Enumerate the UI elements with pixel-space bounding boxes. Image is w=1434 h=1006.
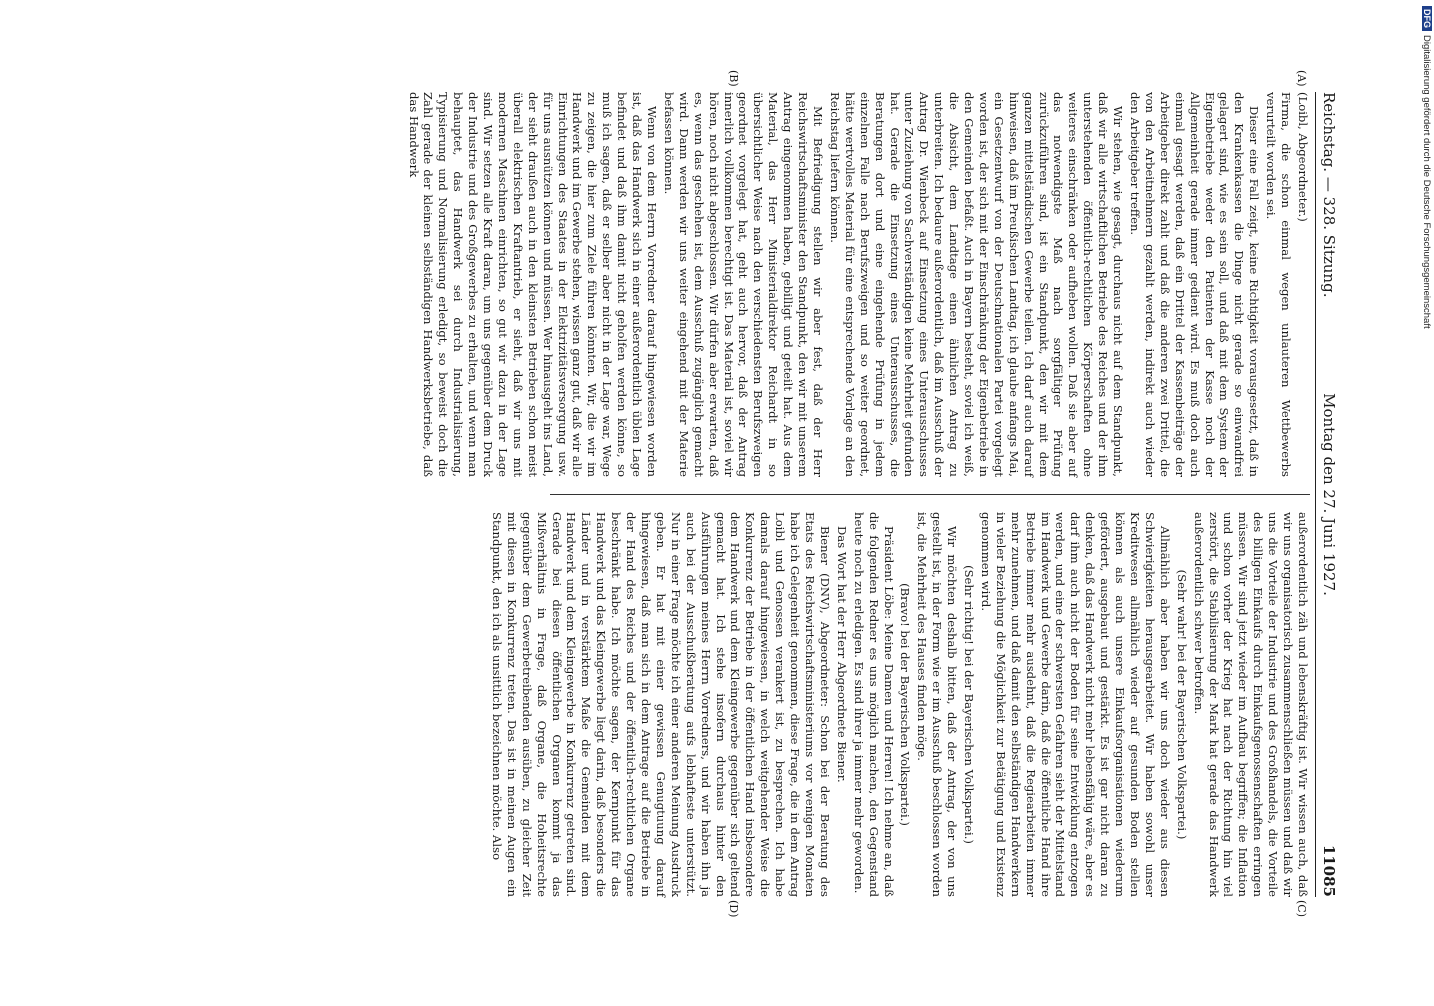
interjection: (Bravo! bei der Bayerischen Volkspartei.) — [898, 583, 913, 826]
header-rule — [1315, 92, 1316, 897]
interjection: (Sehr richtig! bei der Bayerischen Volkspartei.) — [962, 565, 977, 844]
paragraph: Wenn von dem Herrn Vorredner darauf hingewiesen worden ist, daß das Handwerk sich in einer außerordentlich üblen Lage befindet und daß ihm damit nicht geholfen werden könne, so muß ich sagen, daß er selber aber nicht in der Lage war, Wege zu zeigen, die hier zum Ziele führen könnten. Wir, die wir im Handwerk und im Gewerbe stehen, wissen ganz gut, daß wir alle Einrichtungen des Staates in der Elektrizitätsversorgung usw. für uns ausnützen können und müssen. Wer hinausgeht ins Land, der sieht draußen auch in den kleinsten Betrieben schon meist überall elektrischen Kraftantrieb, er sieht, daß wir uns mit modernen Maschinen einrichten, so gut wir dazu in der Lage sind. Wir setzen alle Kraft daran, um uns gegenüber dem Druck der Industrie und des Großgewerbes zu erhalten, und wenn man behauptet, das Handwerk sei durch Industrialisierung, Typisierung und Normalisierung erledigt, so beweist doch die Zahl gerade der kleinen selbständigen Handwerksbetriebe, daß das Handwerk — [406, 92, 660, 477]
document-page — [90, 70, 1340, 918]
marker-d: (D) — [727, 900, 740, 918]
interjection: (Sehr wahr! bei der Bayerischen Volkspartei.) — [1174, 569, 1189, 840]
paragraph: Firma, die schon einmal wegen unlauteren Wettbewerbs verurteilt worden sei. — [1264, 92, 1294, 477]
digitization-sidebar — [1418, 6, 1434, 1006]
page-number: 11085 — [1320, 844, 1338, 897]
speech-biener: Biener (DNV), Abgeordneter: Schon bei der Beratung des Etats des Reichswirtschaftsministeriums vor wenigen Monaten habe ich Gelegenheit genommen, diese Frage, die in dem Antrag Loibl und Genossen verankert ist, zu besprechen. Ich habe damals darauf hingewiesen, in welch weitgehender Weise die Konkurrenz der Betriebe in der öffentlichen Hand insbesondere dem Handwerk und dem Kleingewerbe gegenüber sich geltend gemacht hat. Ich stehe insofern durchaus hinter den Ausführungen meines Herrn Vorredners, und wir haben ihn ja auch bei der Ausschußberatung aufs lebhafteste unterstützt. Nur in einer Frage möchte ich einer anderen Meinung Ausdruck geben. Er hat mit einer gewissen Genugtuung darauf hingewiesen, daß man sich in dem Antrage auf die Betriebe in der Hand des Reiches und der öffentlich-rechtlichen Organe beschränkt habe. Ich möchte sagen, der Kernpunkt für das Handwerk und das Kleingewerbe liegt darin, daß besonders die Länder und in verstärktem Maße die Gemeinden mit dem Handwerk und dem Kleingewerbe in Konkurrenz getreten sind. Gerade bei diesen öffentlichen Organen kommt ja das Mißverhältnis in Frage, daß Organe, die Hoheitsrechte gegenüber dem Gewerbetreibenden ausüben, zu gleicher Zeit mit diesen in Konkurrenz treten. Das ist in meinen Augen ein Standpunkt, den ich als unsittlich bezeichnen möchte. Also — [489, 512, 832, 897]
right-column — [489, 512, 1310, 897]
paragraph: Wir stehen, wie gesagt, durchaus nicht auf dem Standpunkt, daß wir alle wirtschaftlichen Betriebe des Reiches und der ihm unterstehenden öffentlich-rechtlichen Körperschaften ohne weiteres einschränken oder aufheben wollen. Daß sie aber auf das notwendigste Maß nach sorgfältiger Prüfung zurückzuführen sind, ist ein Standpunkt, den wir mit dem ganzen mittelständischen Gewerbe teilen. Ich darf auch darauf hinweisen, daß im Preußischen Landtag, ich glaube anfangs Mai, ein Gesetzentwurf von der Deutschnationalen Partei vorgelegt worden ist, der sich mit der Einschränkung der Eigenbetriebe in den Gemeinden befaßt. Auch in Bayern besteht, soviel ich weiß, die Absicht, dem Landtage einen ähnlichen Antrag zu unterbreiten. Ich bedaure außerordentlich, daß im Ausschuß der Antrag Dr. Wienbeck auf Einsetzung eines Unterausschusses unter Zuziehung von Sachverständigen keine Mehrheit gefunden hat. Gerade die Einsetzung eines Unterausschusses, die Beratungen dort und eine eingehende Prüfung in jedem einzelnen Falle nach Berufszweigen und so weiter geordnet, hätte wertvolles Material für eine entsprechende Vorlage an den Reichstag liefern können. — [827, 92, 1126, 477]
paragraph: Das Wort hat der Herr Abgeordnete Biener. — [834, 526, 849, 783]
paragraph: Mit Befriedigung stellen wir aber fest, daß der Herr Reichswirtschaftsminister den Standpunkt, den wir mit unserem Antrag eingenommen haben, gebilligt und geteilt hat. Aus dem Material, das Herr Ministerialdirektor Reichardt in so übersichtlicher Weise nach den verschiedensten Berufszweigen geordnet vorgelegt hat, geht auch hervor, daß der Antrag innerlich vollkommen berechtigt ist. Das Material ist, soviel wir hören, noch nicht abgeschlossen. Wir dürfen aber erwarten, daß es, wenn das geschehen ist, dem Ausschuß zugänglich gemacht wird. Dann werden wir uns weiter eingehend mit der Materie befassen können. — [661, 92, 825, 477]
paragraph: Allmählich aber haben wir uns doch wieder aus diesen Schwierigkeiten herausgearbeitet. Wir haben sowohl unser Kreditwesen allmählich wieder auf gesunden Boden stellen können als auch unsere Einkaufsorganisationen wiederum gefördert, ausgebaut und gestärkt. Es ist gar nicht daran zu denken, daß das Handwerk nicht mehr lebensfähig wäre, aber es darf ihm auch nicht der Boden für seine Entwicklung entzogen werden, und eine der schwersten Gefahren sieht der Mittelstand im Handwerk und Gewerbe darin, daß die öffentliche Hand ihre Betriebe immer mehr ausdehnt, daß die Regiearbeiten immer mehr zunehmen, und daß damit den selbständigen Handwerkern in vieler Beziehung die Möglichkeit zur Betätigung und Existenz genommen wird. — [978, 512, 1172, 897]
sidebar-caption: Digitalisierung gefördert durch die Deutsche Forschungsgemeinschaft — [1421, 35, 1432, 329]
paragraph: Dieser eine Fall zeigt, keine Richtigkeit vorausgesetzt, daß in den Krankenkassen die Dinge nicht gerade so einwandfrei gelagert sind, wie es sein soll, und daß mit dem System der Eigenbetriebe weder den Patienten der Kasse noch der Allgemeinheit gerade immer gedient wird. Es muß doch auch einmal gesagt werden, daß ein Drittel der Kassenbeiträge der Arbeitgeber direkt zahlt und daß die anderen zwei Drittel, die von den Arbeitnehmern gezahlt werden, indirekt auch wieder den Arbeitgeber treffen. — [1128, 92, 1262, 477]
rotated-page — [90, 70, 1340, 918]
president-remark: Präsident Löbe: Meine Damen und Herren! Ich nehme an, daß die folgenden Redner es uns möglich machen, den Gegenstand heute noch zu erledigen. Es sind ihrer ja immer mehr geworden. — [851, 512, 896, 897]
paragraph: Wir möchten deshalb bitten, daß der Antrag, der von uns gestellt ist, in der Form wie er im Ausschuß beschlossen worden ist, die Mehrheit des Hauses finden möge. — [915, 512, 960, 897]
column-separator — [550, 494, 1310, 495]
marker-c: (C) — [1295, 900, 1308, 917]
marker-b: (B) — [727, 70, 740, 87]
sidebar-text-wrap — [1421, 6, 1432, 329]
left-column — [406, 92, 1310, 477]
paragraph: außerordentlich zäh und lebenskräftig ist. Wir wissen auch, daß wir uns organisatorisch zusammenschließen müssen und daß wir uns die Vorteile der Industrie und des Großhandels, die Vorteile des billigen Einkaufs durch Einkaufsgenossenschaften erringen müssen. Wir sind jetzt wieder im Aufbau begriffen; die Inflation und schon vorher der Krieg hat nach der Richtung hin viel zerstört, die Stabilisierung der Mark hat gerade das Handwerk außerordentlich schwer betroffen. — [1191, 512, 1310, 897]
marker-a: (A) — [1295, 70, 1308, 87]
page-header — [1318, 92, 1340, 897]
header-date: Montag den 27. Juni 1927. — [1320, 393, 1338, 596]
paragraph: (Loibl, Abgeordneter.) — [1296, 92, 1310, 222]
dfg-logo: DFG — [1422, 6, 1432, 31]
header-left: Reichstag. — 328. Sitzung. — [1320, 92, 1338, 298]
